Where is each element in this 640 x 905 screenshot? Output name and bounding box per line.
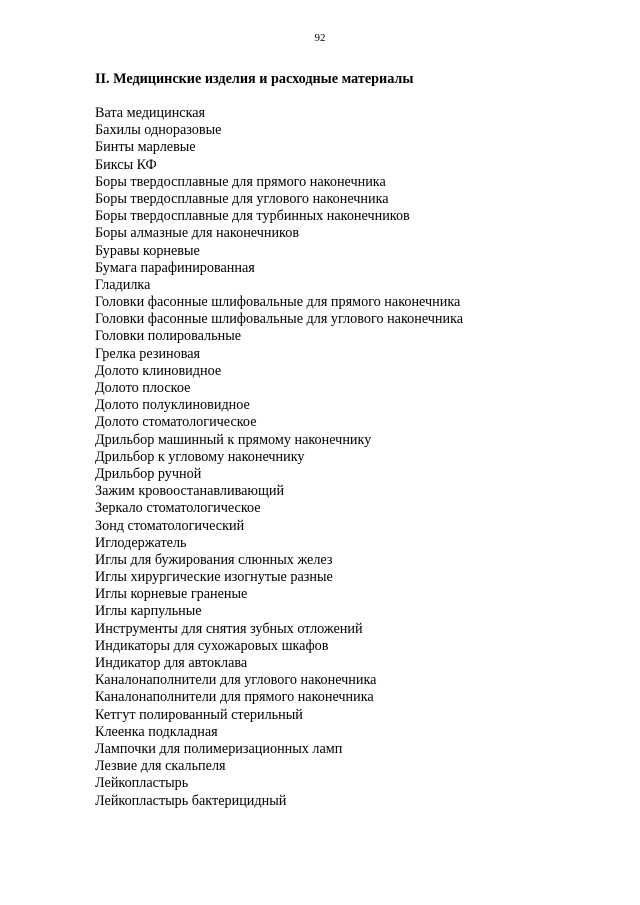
list-item: Каналонаполнители для прямого наконечника bbox=[95, 689, 374, 706]
list-item: Долото клиновидное bbox=[95, 362, 222, 379]
list-item: Зеркало стоматологическое bbox=[95, 500, 261, 517]
list-item: Долото стоматологическое bbox=[95, 414, 257, 431]
list-item: Индикатор для автоклава bbox=[95, 655, 248, 671]
list-item: Боры твердосплавные для турбинных наконечников bbox=[95, 208, 410, 225]
list-item: Головки фасонные шлифовальные для углового наконечника bbox=[95, 311, 464, 328]
list-item: Грелка резиновая bbox=[95, 345, 201, 362]
list-item: Бинты марлевые bbox=[95, 139, 196, 156]
list-item: Иглы для бужирования слюнных желез bbox=[95, 551, 333, 568]
list-item: Гладилка bbox=[95, 276, 151, 293]
list-item: Долото плоское bbox=[95, 380, 191, 396]
page-number: 92 bbox=[314, 32, 326, 44]
list-item: Лейкопластырь бактерицидный bbox=[95, 792, 287, 809]
list-item: Лампочки для полимеризационных ламп bbox=[95, 740, 343, 757]
list-item: Иглы корневые граненые bbox=[95, 586, 248, 603]
list-item: Вата медицинская bbox=[95, 105, 206, 121]
section-heading: II. Медицинские изделия и расходные материалы bbox=[95, 71, 414, 87]
list-item: Каналонаполнители для углового наконечника bbox=[95, 672, 377, 689]
list-item: Боры твердосплавные для углового наконечника bbox=[95, 190, 389, 207]
supply-list bbox=[95, 105, 463, 810]
list-item: Зажим кровоостанавливающий bbox=[95, 483, 285, 500]
list-item: Биксы КФ bbox=[95, 156, 157, 173]
list-item: Иглодержатель bbox=[95, 534, 187, 551]
list-item: Инструменты для снятия зубных отложений bbox=[95, 620, 363, 637]
list-item: Дрильбор машинный к прямому наконечнику bbox=[95, 431, 372, 448]
list-item: Головки полировальные bbox=[95, 328, 242, 345]
list-item: Иглы карпульные bbox=[95, 603, 202, 620]
list-item: Зонд стоматологический bbox=[95, 517, 245, 534]
list-item: Лейкопластырь bbox=[95, 775, 189, 792]
list-item: Бахилы одноразовые bbox=[95, 122, 222, 139]
list-item: Индикаторы для сухожаровых шкафов bbox=[95, 637, 329, 654]
list-item: Клеенка подкладная bbox=[95, 723, 218, 740]
list-item: Буравы корневые bbox=[95, 242, 200, 259]
list-item: Долото полуклиновидное bbox=[95, 397, 250, 414]
list-item: Кетгут полированный стерильный bbox=[95, 706, 303, 723]
list-item: Дрильбор ручной bbox=[95, 465, 202, 482]
list-item: Дрильбор к угловому наконечнику bbox=[95, 448, 305, 465]
list-item: Боры твердосплавные для прямого наконечника bbox=[95, 173, 386, 190]
list-item: Бумага парафинированная bbox=[95, 259, 255, 276]
list-item: Лезвие для скальпеля bbox=[95, 758, 226, 775]
list-item: Головки фасонные шлифовальные для прямого наконечника bbox=[95, 294, 461, 311]
list-item: Боры алмазные для наконечников bbox=[95, 225, 300, 242]
list-item: Иглы хирургические изогнутые разные bbox=[95, 569, 333, 586]
